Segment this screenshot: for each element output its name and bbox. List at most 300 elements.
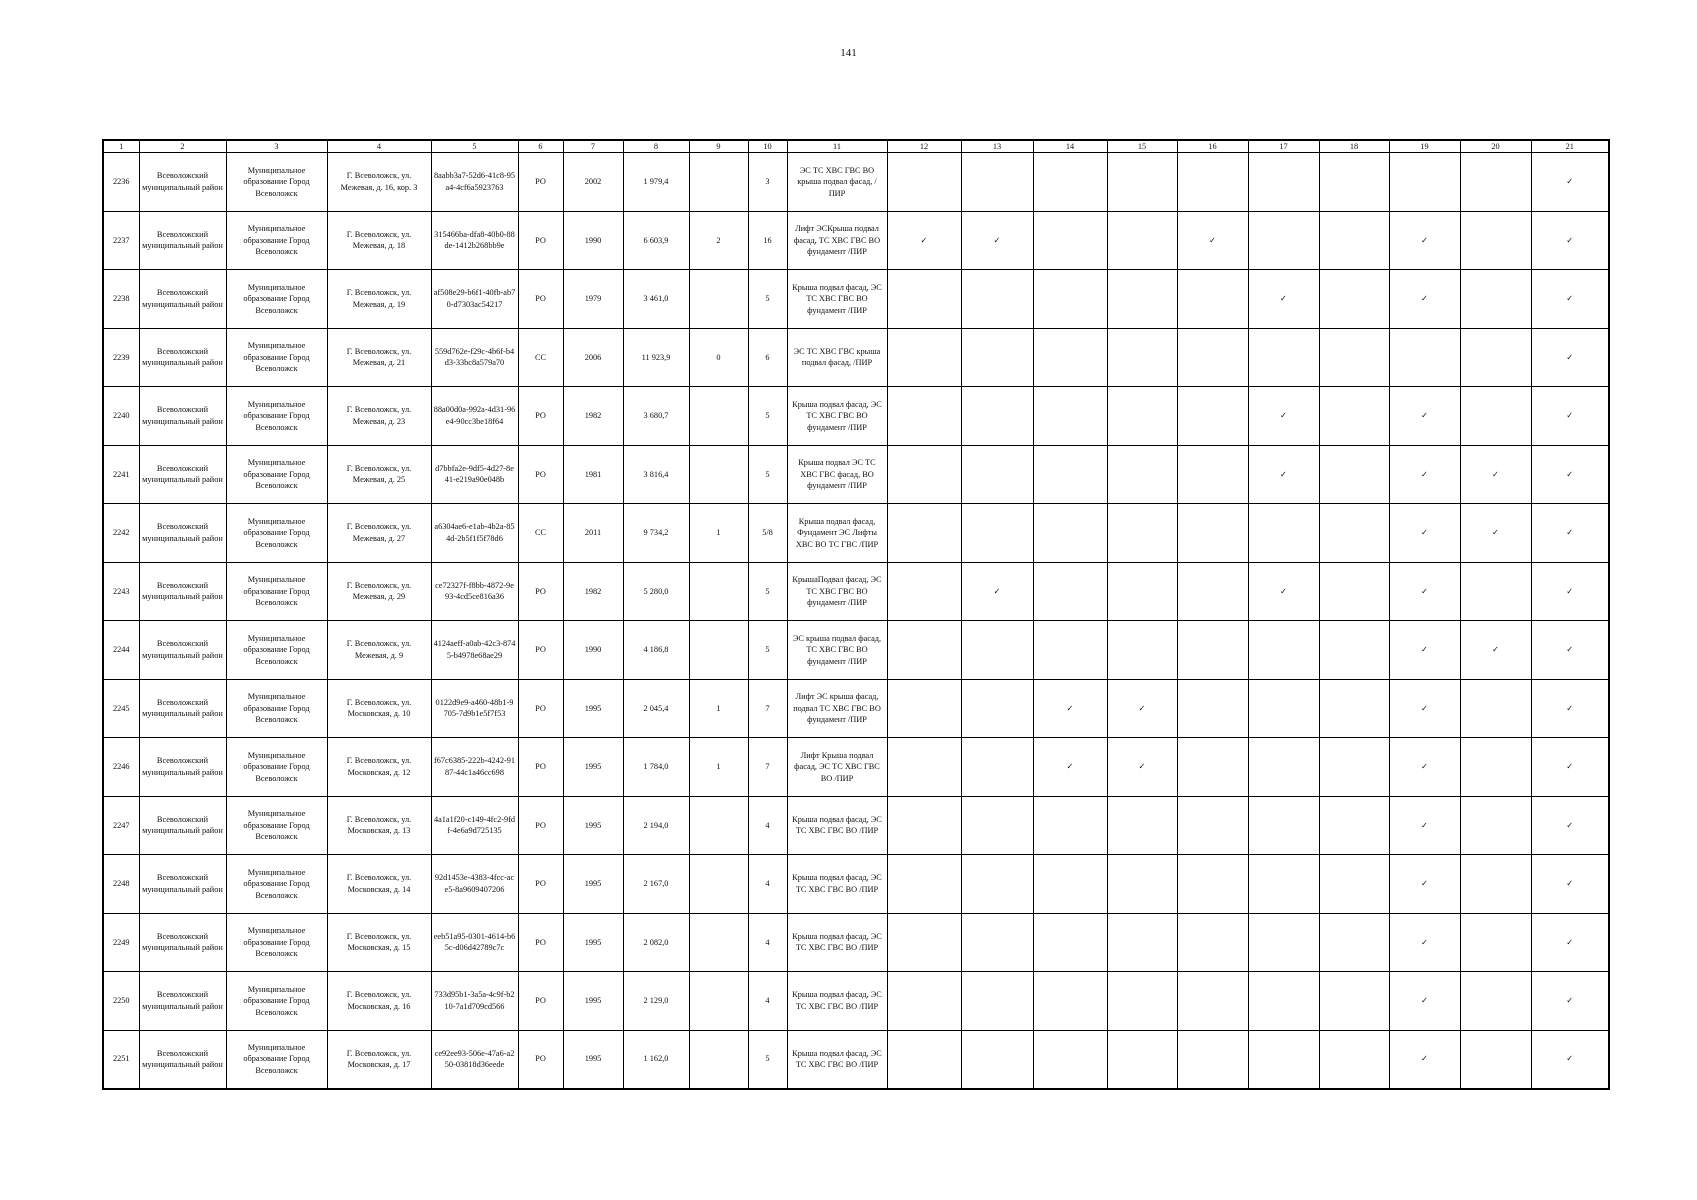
empty-cell-col-15 [1107, 972, 1177, 1031]
address-cell: Г. Всеволожск, ул. Межевая, д. 16, кор. 3 [327, 153, 431, 212]
row-number: 2236 [103, 153, 139, 212]
empty-cell-col-17 [1248, 738, 1319, 797]
cell-col-7: 1995 [563, 679, 623, 738]
address-cell: Г. Всеволожск, ул. Московская, д. 16 [327, 972, 431, 1031]
checkmark-icon: ✓ [1531, 972, 1609, 1031]
table-row [103, 562, 1609, 621]
municipality-cell: Муниципальное образование Город Всеволожск [226, 738, 327, 797]
cell-col-10: 5 [748, 621, 787, 680]
checkmark-icon: ✓ [1389, 972, 1460, 1031]
empty-cell-col-13 [961, 913, 1033, 972]
empty-cell-col-15 [1107, 387, 1177, 446]
empty-cell-col-20 [1460, 387, 1531, 446]
table-row [103, 504, 1609, 563]
building-id-cell: ce72327f-f8bb-4872-9e93-4cd5ce816a36 [431, 562, 518, 621]
checkmark-icon: ✓ [1389, 621, 1460, 680]
cell-col-10: 6 [748, 328, 787, 387]
empty-cell-col-14 [1033, 445, 1107, 504]
cell-col-7: 1982 [563, 562, 623, 621]
cell-col-7: 2006 [563, 328, 623, 387]
checkmark-icon: ✓ [1248, 387, 1319, 446]
empty-cell-col-12 [887, 972, 961, 1031]
building-id-cell: 92d1453e-4383-4fcc-ace5-8a9609407206 [431, 855, 518, 914]
column-header-6: 6 [518, 140, 563, 153]
checkmark-icon: ✓ [1531, 270, 1609, 329]
building-id-cell: eeb51a95-0301-4614-b65c-d06d42789c7c [431, 913, 518, 972]
address-cell: Г. Всеволожск, ул. Межевая, д. 9 [327, 621, 431, 680]
empty-cell-col-16 [1177, 387, 1248, 446]
building-id-cell: d7bbfa2e-9df5-4d27-8e41-e219a90e048b [431, 445, 518, 504]
works-list-cell: КрышаПодвал фасад, ЭС ТС ХВС ГВС ВО фундамент /ПИР [787, 562, 887, 621]
table-row [103, 1030, 1609, 1089]
works-list-cell: ЭС ТС ХВС ГВС крыша подвал фасад, /ПИР [787, 328, 887, 387]
row-number: 2249 [103, 913, 139, 972]
building-id-cell: 733d95b1-3a5a-4c9f-b210-7a1d709cd566 [431, 972, 518, 1031]
cell-col-10: 4 [748, 796, 787, 855]
cell-col-8: 3 461,0 [623, 270, 689, 329]
cell-col-9: 0 [689, 328, 748, 387]
cell-col-7: 1990 [563, 211, 623, 270]
empty-cell-col-15 [1107, 1030, 1177, 1089]
checkmark-icon: ✓ [1531, 621, 1609, 680]
empty-cell-col-15 [1107, 913, 1177, 972]
municipality-cell: Муниципальное образование Город Всеволожск [226, 270, 327, 329]
cell-col-9 [689, 153, 748, 212]
address-cell: Г. Всеволожск, ул. Межевая, д. 29 [327, 562, 431, 621]
cell-col-7: 1995 [563, 972, 623, 1031]
works-list-cell: Лифт Крыша подвал фасад, ЭС ТС ХВС ГВС ВО /ПИР [787, 738, 887, 797]
district-cell: Всеволожский муниципальный район [139, 796, 226, 855]
address-cell: Г. Всеволожск, ул. Межевая, д. 27 [327, 504, 431, 563]
cell-col-9 [689, 387, 748, 446]
municipality-cell: Муниципальное образование Город Всеволожск [226, 1030, 327, 1089]
row-number: 2239 [103, 328, 139, 387]
empty-cell-col-16 [1177, 621, 1248, 680]
row-number: 2250 [103, 972, 139, 1031]
address-cell: Г. Всеволожск, ул. Московская, д. 15 [327, 913, 431, 972]
empty-cell-col-13 [961, 738, 1033, 797]
district-cell: Всеволожский муниципальный район [139, 504, 226, 563]
checkmark-icon: ✓ [1531, 387, 1609, 446]
municipality-cell: Муниципальное образование Город Всеволожск [226, 504, 327, 563]
municipality-cell: Муниципальное образование Город Всеволожск [226, 328, 327, 387]
cell-col-7: 1995 [563, 1030, 623, 1089]
checkmark-icon: ✓ [1531, 328, 1609, 387]
municipality-cell: Муниципальное образование Город Всеволожск [226, 211, 327, 270]
empty-cell-col-12 [887, 562, 961, 621]
empty-cell-col-18 [1319, 1030, 1389, 1089]
cell-col-8: 1 784,0 [623, 738, 689, 797]
row-number: 2244 [103, 621, 139, 680]
empty-cell-col-13 [961, 504, 1033, 563]
row-number: 2241 [103, 445, 139, 504]
cell-col-9 [689, 796, 748, 855]
empty-cell-col-18 [1319, 562, 1389, 621]
cell-col-8: 1 979,4 [623, 153, 689, 212]
checkmark-icon: ✓ [1389, 855, 1460, 914]
cell-col-7: 1982 [563, 387, 623, 446]
cell-col-10: 5/8 [748, 504, 787, 563]
district-cell: Всеволожский муниципальный район [139, 445, 226, 504]
cell-col-10: 3 [748, 153, 787, 212]
cell-col-7: 1990 [563, 621, 623, 680]
building-id-cell: 4124aeff-a0ab-42c3-8745-b4978e68ae29 [431, 621, 518, 680]
table-row [103, 387, 1609, 446]
cell-col-8: 2 129,0 [623, 972, 689, 1031]
table-row [103, 270, 1609, 329]
cell-col-9: 1 [689, 738, 748, 797]
checkmark-icon: ✓ [1460, 445, 1531, 504]
column-header-16: 16 [1177, 140, 1248, 153]
checkmark-icon: ✓ [1389, 738, 1460, 797]
empty-cell-col-20 [1460, 796, 1531, 855]
municipality-cell: Муниципальное образование Город Всеволожск [226, 679, 327, 738]
table-row [103, 621, 1609, 680]
empty-cell-col-14 [1033, 796, 1107, 855]
checkmark-icon: ✓ [961, 211, 1033, 270]
empty-cell-col-17 [1248, 504, 1319, 563]
cell-col-6: РО [518, 270, 563, 329]
empty-cell-col-15 [1107, 211, 1177, 270]
checkmark-icon: ✓ [1107, 738, 1177, 797]
cell-col-7: 1979 [563, 270, 623, 329]
address-cell: Г. Всеволожск, ул. Межевая, д. 21 [327, 328, 431, 387]
empty-cell-col-20 [1460, 328, 1531, 387]
cell-col-10: 5 [748, 562, 787, 621]
checkmark-icon: ✓ [1531, 913, 1609, 972]
row-number: 2240 [103, 387, 139, 446]
empty-cell-col-12 [887, 1030, 961, 1089]
empty-cell-col-19 [1389, 328, 1460, 387]
checkmark-icon: ✓ [1460, 504, 1531, 563]
table-row [103, 855, 1609, 914]
works-list-cell: Лифт ЭСКрыша подвал фасад, ТС ХВС ГВС ВО фундамент /ПИР [787, 211, 887, 270]
cell-col-8: 6 603,9 [623, 211, 689, 270]
column-header-11: 11 [787, 140, 887, 153]
empty-cell-col-15 [1107, 270, 1177, 329]
checkmark-icon: ✓ [1531, 153, 1609, 212]
empty-cell-col-20 [1460, 679, 1531, 738]
empty-cell-col-18 [1319, 328, 1389, 387]
district-cell: Всеволожский муниципальный район [139, 913, 226, 972]
empty-cell-col-14 [1033, 913, 1107, 972]
table-row [103, 738, 1609, 797]
cell-col-7: 1981 [563, 445, 623, 504]
empty-cell-col-14 [1033, 211, 1107, 270]
empty-cell-col-12 [887, 679, 961, 738]
cell-col-8: 3 680,7 [623, 387, 689, 446]
column-header-21: 21 [1531, 140, 1609, 153]
empty-cell-col-14 [1033, 328, 1107, 387]
checkmark-icon: ✓ [1389, 211, 1460, 270]
building-id-cell: ce92ee93-506e-47a6-a250-03818d36eede [431, 1030, 518, 1089]
district-cell: Всеволожский муниципальный район [139, 562, 226, 621]
empty-cell-col-14 [1033, 270, 1107, 329]
row-number: 2242 [103, 504, 139, 563]
address-cell: Г. Всеволожск, ул. Межевая, д. 18 [327, 211, 431, 270]
empty-cell-col-18 [1319, 387, 1389, 446]
empty-cell-col-20 [1460, 153, 1531, 212]
empty-cell-col-18 [1319, 738, 1389, 797]
building-id-cell: 0122d9e9-a460-48b1-9705-7d9b1e5f7f53 [431, 679, 518, 738]
empty-cell-col-15 [1107, 153, 1177, 212]
column-header-19: 19 [1389, 140, 1460, 153]
cell-col-9 [689, 855, 748, 914]
checkmark-icon: ✓ [1531, 796, 1609, 855]
building-id-cell: f67c6385-222b-4242-9187-44c1a46cc698 [431, 738, 518, 797]
cell-col-7: 2011 [563, 504, 623, 563]
checkmark-icon: ✓ [1389, 562, 1460, 621]
address-cell: Г. Всеволожск, ул. Московская, д. 10 [327, 679, 431, 738]
municipality-cell: Муниципальное образование Город Всеволожск [226, 855, 327, 914]
row-number: 2237 [103, 211, 139, 270]
cell-col-6: РО [518, 153, 563, 212]
page-number: 141 [840, 47, 857, 59]
empty-cell-col-16 [1177, 796, 1248, 855]
empty-cell-col-16 [1177, 679, 1248, 738]
empty-cell-col-16 [1177, 504, 1248, 563]
building-id-cell: 559d762e-f29c-4b6f-b4d3-33bc8a579a70 [431, 328, 518, 387]
municipality-cell: Муниципальное образование Город Всеволожск [226, 621, 327, 680]
address-cell: Г. Всеволожск, ул. Московская, д. 12 [327, 738, 431, 797]
empty-cell-col-20 [1460, 972, 1531, 1031]
checkmark-icon: ✓ [1531, 504, 1609, 563]
address-cell: Г. Всеволожск, ул. Межевая, д. 23 [327, 387, 431, 446]
empty-cell-col-16 [1177, 153, 1248, 212]
empty-cell-col-18 [1319, 621, 1389, 680]
empty-cell-col-13 [961, 270, 1033, 329]
empty-cell-col-17 [1248, 679, 1319, 738]
works-list-cell: Крыша подвал фасад, ЭС ТС ХВС ГВС ВО /ПИР [787, 972, 887, 1031]
empty-cell-col-14 [1033, 1030, 1107, 1089]
empty-cell-col-15 [1107, 504, 1177, 563]
cell-col-8: 4 186,8 [623, 621, 689, 680]
column-header-8: 8 [623, 140, 689, 153]
municipality-cell: Муниципальное образование Город Всеволожск [226, 913, 327, 972]
empty-cell-col-17 [1248, 913, 1319, 972]
cell-col-10: 16 [748, 211, 787, 270]
district-cell: Всеволожский муниципальный район [139, 679, 226, 738]
building-id-cell: af508e29-b6f1-40fb-ab70-d7303ac54217 [431, 270, 518, 329]
empty-cell-col-12 [887, 328, 961, 387]
empty-cell-col-12 [887, 270, 961, 329]
cell-col-6: РО [518, 738, 563, 797]
empty-cell-col-15 [1107, 796, 1177, 855]
empty-cell-col-18 [1319, 445, 1389, 504]
municipality-cell: Муниципальное образование Город Всеволожск [226, 153, 327, 212]
district-cell: Всеволожский муниципальный район [139, 1030, 226, 1089]
cell-col-9: 1 [689, 504, 748, 563]
empty-cell-col-13 [961, 621, 1033, 680]
row-number: 2251 [103, 1030, 139, 1089]
checkmark-icon: ✓ [1531, 855, 1609, 914]
empty-cell-col-13 [961, 796, 1033, 855]
municipality-cell: Муниципальное образование Город Всеволожск [226, 972, 327, 1031]
empty-cell-col-13 [961, 445, 1033, 504]
checkmark-icon: ✓ [1033, 738, 1107, 797]
district-cell: Всеволожский муниципальный район [139, 855, 226, 914]
row-number: 2248 [103, 855, 139, 914]
cell-col-7: 1995 [563, 738, 623, 797]
empty-cell-col-13 [961, 1030, 1033, 1089]
municipality-cell: Муниципальное образование Город Всеволожск [226, 796, 327, 855]
empty-cell-col-17 [1248, 211, 1319, 270]
works-list-cell: Крыша подвал фасад, ЭС ТС ХВС ГВС ВО /ПИР [787, 855, 887, 914]
works-list-cell: Крыша подвал фасад, ЭС ТС ХВС ГВС ВО /ПИР [787, 913, 887, 972]
table-row [103, 913, 1609, 972]
cell-col-6: РО [518, 1030, 563, 1089]
empty-cell-col-17 [1248, 621, 1319, 680]
cell-col-8: 2 082,0 [623, 913, 689, 972]
district-cell: Всеволожский муниципальный район [139, 270, 226, 329]
column-header-3: 3 [226, 140, 327, 153]
checkmark-icon: ✓ [1389, 679, 1460, 738]
empty-cell-col-14 [1033, 621, 1107, 680]
checkmark-icon: ✓ [1248, 445, 1319, 504]
column-header-12: 12 [887, 140, 961, 153]
empty-cell-col-17 [1248, 796, 1319, 855]
cell-col-9 [689, 621, 748, 680]
cell-col-9: 2 [689, 211, 748, 270]
checkmark-icon: ✓ [1531, 738, 1609, 797]
row-number: 2247 [103, 796, 139, 855]
empty-cell-col-12 [887, 504, 961, 563]
cell-col-10: 5 [748, 445, 787, 504]
empty-cell-col-17 [1248, 855, 1319, 914]
works-list-cell: ЭС ТС ХВС ГВС ВО крыша подвал фасад, /ПИР [787, 153, 887, 212]
empty-cell-col-20 [1460, 738, 1531, 797]
registry-table [102, 139, 1610, 1090]
empty-cell-col-15 [1107, 445, 1177, 504]
empty-cell-col-18 [1319, 211, 1389, 270]
column-header-9: 9 [689, 140, 748, 153]
empty-cell-col-17 [1248, 328, 1319, 387]
empty-cell-col-13 [961, 153, 1033, 212]
empty-cell-col-12 [887, 445, 961, 504]
checkmark-icon: ✓ [1531, 445, 1609, 504]
checkmark-icon: ✓ [1248, 562, 1319, 621]
column-header-5: 5 [431, 140, 518, 153]
table-row [103, 211, 1609, 270]
empty-cell-col-17 [1248, 972, 1319, 1031]
cell-col-6: РО [518, 796, 563, 855]
empty-cell-col-12 [887, 796, 961, 855]
cell-col-6: РО [518, 621, 563, 680]
row-number: 2245 [103, 679, 139, 738]
empty-cell-col-12 [887, 621, 961, 680]
checkmark-icon: ✓ [1531, 211, 1609, 270]
cell-col-10: 4 [748, 913, 787, 972]
works-list-cell: Крыша подвал фасад, ЭС ТС ХВС ГВС ВО фундамент /ПИР [787, 387, 887, 446]
building-id-cell: 4a1a1f20-c149-4fc2-9fdf-4e6a9d725135 [431, 796, 518, 855]
column-header-18: 18 [1319, 140, 1389, 153]
empty-cell-col-16 [1177, 913, 1248, 972]
cell-col-9 [689, 445, 748, 504]
empty-cell-col-16 [1177, 562, 1248, 621]
checkmark-icon: ✓ [1389, 1030, 1460, 1089]
empty-cell-col-13 [961, 387, 1033, 446]
district-cell: Всеволожский муниципальный район [139, 387, 226, 446]
empty-cell-col-13 [961, 328, 1033, 387]
cell-col-9 [689, 913, 748, 972]
cell-col-9 [689, 562, 748, 621]
empty-cell-col-20 [1460, 913, 1531, 972]
empty-cell-col-18 [1319, 504, 1389, 563]
column-header-20: 20 [1460, 140, 1531, 153]
empty-cell-col-17 [1248, 1030, 1319, 1089]
empty-cell-col-18 [1319, 913, 1389, 972]
cell-col-8: 3 816,4 [623, 445, 689, 504]
column-header-17: 17 [1248, 140, 1319, 153]
column-header-7: 7 [563, 140, 623, 153]
column-header-4: 4 [327, 140, 431, 153]
works-list-cell: Крыша подвал фасад, ЭС ТС ХВС ГВС ВО фундамент /ПИР [787, 270, 887, 329]
column-header-14: 14 [1033, 140, 1107, 153]
empty-cell-col-18 [1319, 153, 1389, 212]
cell-col-10: 4 [748, 855, 787, 914]
empty-cell-col-13 [961, 972, 1033, 1031]
works-list-cell: Крыша подвал фасад, Фундамент ЭС Лифты ХВС ВО ТС ГВС /ПИР [787, 504, 887, 563]
works-list-cell: Крыша подвал фасад, ЭС ТС ХВС ГВС ВО /ПИР [787, 796, 887, 855]
cell-col-6: СС [518, 504, 563, 563]
cell-col-8: 2 045,4 [623, 679, 689, 738]
checkmark-icon: ✓ [1248, 270, 1319, 329]
district-cell: Всеволожский муниципальный район [139, 211, 226, 270]
checkmark-icon: ✓ [1531, 679, 1609, 738]
empty-cell-col-16 [1177, 738, 1248, 797]
checkmark-icon: ✓ [1107, 679, 1177, 738]
cell-col-6: РО [518, 972, 563, 1031]
column-header-10: 10 [748, 140, 787, 153]
works-list-cell: ЭС крыша подвал фасад, ТС ХВС ГВС ВО фундамент /ПИР [787, 621, 887, 680]
cell-col-10: 5 [748, 387, 787, 446]
cell-col-6: РО [518, 679, 563, 738]
cell-col-10: 4 [748, 972, 787, 1031]
cell-col-10: 7 [748, 738, 787, 797]
table-row [103, 328, 1609, 387]
building-id-cell: 315466ba-dfa8-40b0-88de-1412b268bb9e [431, 211, 518, 270]
cell-col-6: РО [518, 387, 563, 446]
checkmark-icon: ✓ [1531, 562, 1609, 621]
row-number: 2238 [103, 270, 139, 329]
cell-col-10: 5 [748, 1030, 787, 1089]
table-row [103, 796, 1609, 855]
checkmark-icon: ✓ [1389, 387, 1460, 446]
table-row [103, 679, 1609, 738]
district-cell: Всеволожский муниципальный район [139, 153, 226, 212]
column-header-1: 1 [103, 140, 139, 153]
checkmark-icon: ✓ [1177, 211, 1248, 270]
building-id-cell: a6304ae6-e1ab-4b2a-854d-2b5f1f5f78d6 [431, 504, 518, 563]
table-body [103, 153, 1609, 1089]
cell-col-8: 5 280,0 [623, 562, 689, 621]
empty-cell-col-12 [887, 913, 961, 972]
cell-col-10: 7 [748, 679, 787, 738]
table-row [103, 445, 1609, 504]
empty-cell-col-14 [1033, 562, 1107, 621]
empty-cell-col-16 [1177, 270, 1248, 329]
cell-col-9 [689, 1030, 748, 1089]
empty-cell-col-16 [1177, 972, 1248, 1031]
empty-cell-col-12 [887, 153, 961, 212]
empty-cell-col-14 [1033, 855, 1107, 914]
empty-cell-col-18 [1319, 796, 1389, 855]
cell-col-6: РО [518, 211, 563, 270]
cell-col-10: 5 [748, 270, 787, 329]
empty-cell-col-20 [1460, 270, 1531, 329]
empty-cell-col-16 [1177, 445, 1248, 504]
row-number: 2246 [103, 738, 139, 797]
